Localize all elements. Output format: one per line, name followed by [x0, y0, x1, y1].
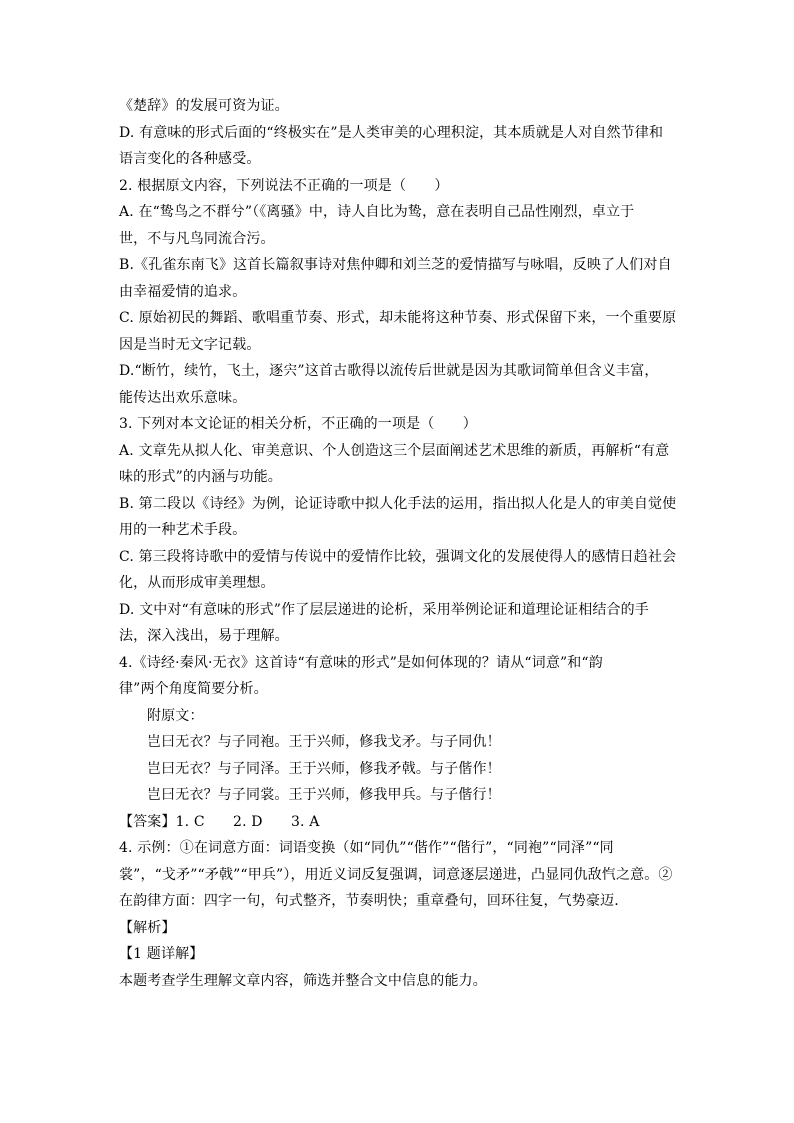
text-line: 味的形式”的内涵与功能。	[119, 469, 282, 485]
text-line: 3. 下列对本文论证的相关分析，不正确的一项是（ ）	[119, 416, 477, 432]
text-line: 由幸福爱情的追求。	[119, 283, 247, 300]
text-line: 能传达出欢乐意味。	[119, 389, 247, 406]
text-line: 律”两个角度简要分析。	[119, 681, 268, 697]
text-line: 《楚辞》的发展可资为证。	[119, 98, 289, 114]
text-line: D. 文中对“有意味的形式”作了层层递进的论析，采用举例论证和道理论证相结合的手	[119, 601, 649, 618]
text-line: C. 第三段将诗歌中的爱情与传说中的爱情作比较，强调文化的发展使得人的感情日趋社会	[119, 548, 677, 565]
text-line: C. 原始初民的舞蹈、歌唱重节奏、形式，却未能将这种节奏、形式保留下来，一个重要原	[119, 310, 677, 326]
text-line: 裳”，“戈矛”“矛戟”“甲兵”），用近义词反复强调，词意逐层递进，凸显同仇敌忾之意。②	[119, 866, 673, 883]
text-line: B.《孔雀东南飞》这首长篇叙事诗对焦仲卿和刘兰芝的爱情描写与咏唱，反映了人们对自	[119, 257, 672, 273]
text-line: 本题考查学生理解文章内容，筛选并整合文中信息的能力。	[119, 972, 487, 989]
text-line: 【解析】	[119, 919, 176, 936]
text-line: 【答案】1. C 2. D 3. A	[119, 813, 320, 830]
text-line: 因是当时无文字记载。	[119, 336, 261, 353]
poem-line: 岂曰无衣？与子同裳。王于兴师，修我甲兵。与子偕行！	[147, 787, 501, 803]
text-line: 【1 题详解】	[119, 946, 204, 962]
text-line: 化，从而形成审美理想。	[119, 575, 275, 591]
text-line: 在韵律方面：四字一句，句式整齐，节奏明快；重章叠句，回环往复，气势豪迈.	[119, 893, 619, 909]
text-line: 世，不与凡鸟同流合污。	[119, 230, 275, 247]
text-line: 附原文：	[147, 707, 204, 724]
document-body	[119, 93, 679, 994]
text-line: A. 在“鸷鸟之不群兮”（《离骚》中，诗人自比为鸷，意在表明自己品性刚烈，卓立于	[119, 204, 635, 220]
text-line: B. 第二段以《诗经》为例，论证诗歌中拟人化手法的运用，指出拟人化是人的审美自觉使	[119, 495, 677, 512]
text-line: D. 有意味的形式后面的“终极实在”是人类审美的心理积淀，其本质就是人对自然节律和	[119, 124, 664, 141]
text-line: 法，深入浅出，易于理解。	[119, 628, 289, 644]
text-line: 4. 示例：①在词意方面：词语变换（如“同仇”“偕作”“偕行”，“同袍”“同泽”“同	[119, 840, 614, 856]
text-line: 语言变化的各种感受。	[119, 151, 261, 167]
text-line: 用的一种艺术手段。	[119, 522, 247, 538]
text-line: D.“断竹，续竹，飞土，逐宍”这首古歌得以流传后世就是因为其歌词简单但含义丰富，	[119, 363, 659, 379]
text-line: A. 文章先从拟人化、审美意识、个人创造这三个层面阐述艺术思维的新质，再解析“有意	[119, 442, 670, 459]
poem-line: 岂曰无衣？与子同泽。王于兴师，修我矛戟。与子偕作！	[147, 760, 501, 777]
poem-line: 岂曰无衣？与子同袍。王于兴师，修我戈矛。与子同仇！	[147, 734, 501, 750]
text-line: 2. 根据原文内容，下列说法不正确的一项是（ ）	[119, 177, 449, 194]
text-line: 4.《诗经·秦风·无衣》这首诗“有意味的形式”是如何体现的？请从“词意”和“韵	[119, 654, 603, 671]
